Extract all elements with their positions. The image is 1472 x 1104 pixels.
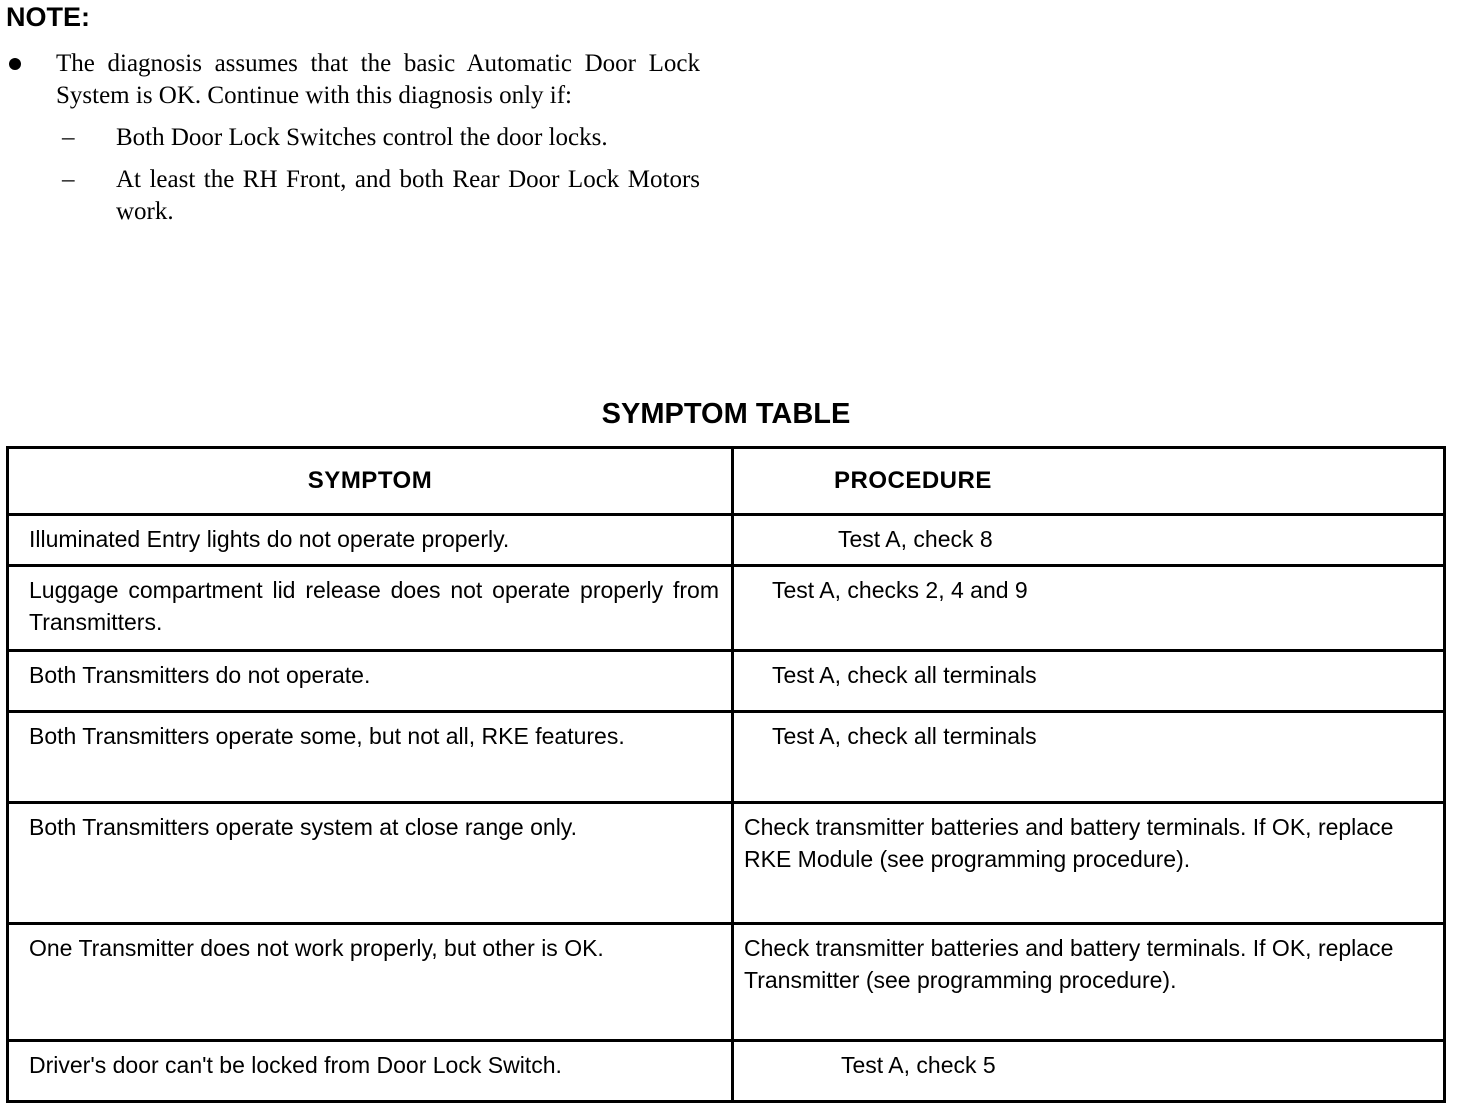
symptom-table	[6, 446, 1446, 1103]
note-heading: NOTE:	[6, 2, 90, 32]
condition-text: Both Door Lock Switches control the door locks.	[116, 124, 608, 151]
table-row	[8, 515, 1445, 566]
procedure-cell: Test A, check all terminals	[733, 712, 1445, 803]
procedure-column-header: PROCEDURE	[733, 448, 1445, 515]
dash-icon: –	[62, 166, 75, 193]
note-bullet	[0, 48, 700, 112]
symptom-cell: Luggage compartment lid release does not operate properly from Transmitters.	[8, 566, 733, 651]
table-row	[8, 566, 1445, 651]
symptom-cell: Both Transmitters operate system at close range only.	[8, 803, 733, 924]
table-header-row	[8, 448, 1445, 515]
procedure-cell: Test A, checks 2, 4 and 9	[733, 566, 1445, 651]
symptom-column-header: SYMPTOM	[8, 448, 733, 515]
symptom-cell: Driver's door can't be locked from Door Lock Switch.	[8, 1041, 733, 1102]
symptom-cell: Both Transmitters operate some, but not all, RKE features.	[8, 712, 733, 803]
procedure-cell: Test A, check all terminals	[733, 651, 1445, 712]
procedure-cell: Check transmitter batteries and battery terminals. If OK, replace Transmitter (see programming procedure).	[733, 924, 1445, 1041]
procedure-cell: Check transmitter batteries and battery terminals. If OK, replace RKE Module (see programming procedure).	[733, 803, 1445, 924]
table-row	[8, 803, 1445, 924]
condition-item	[0, 164, 700, 228]
table-row	[8, 651, 1445, 712]
note-bullet-text: The diagnosis assumes that the basic Automatic Door Lock System is OK. Continue with this diagnosis only if:	[56, 50, 700, 109]
symptom-cell: One Transmitter does not work properly, but other is OK.	[8, 924, 733, 1041]
symptom-cell: Illuminated Entry lights do not operate properly.	[8, 515, 733, 566]
table-row	[8, 712, 1445, 803]
dash-icon: –	[62, 124, 75, 151]
bullet-icon	[9, 58, 21, 70]
condition-item	[0, 122, 700, 154]
procedure-cell: Test A, check 8	[733, 515, 1445, 566]
table-row	[8, 924, 1445, 1041]
symptom-cell: Both Transmitters do not operate.	[8, 651, 733, 712]
table-row	[8, 1041, 1445, 1102]
symptom-table-title: SYMPTOM TABLE	[601, 398, 851, 430]
condition-text: At least the RH Front, and both Rear Door Lock Motors work.	[116, 166, 700, 225]
note-block	[0, 48, 700, 228]
procedure-cell: Test A, check 5	[733, 1041, 1445, 1102]
